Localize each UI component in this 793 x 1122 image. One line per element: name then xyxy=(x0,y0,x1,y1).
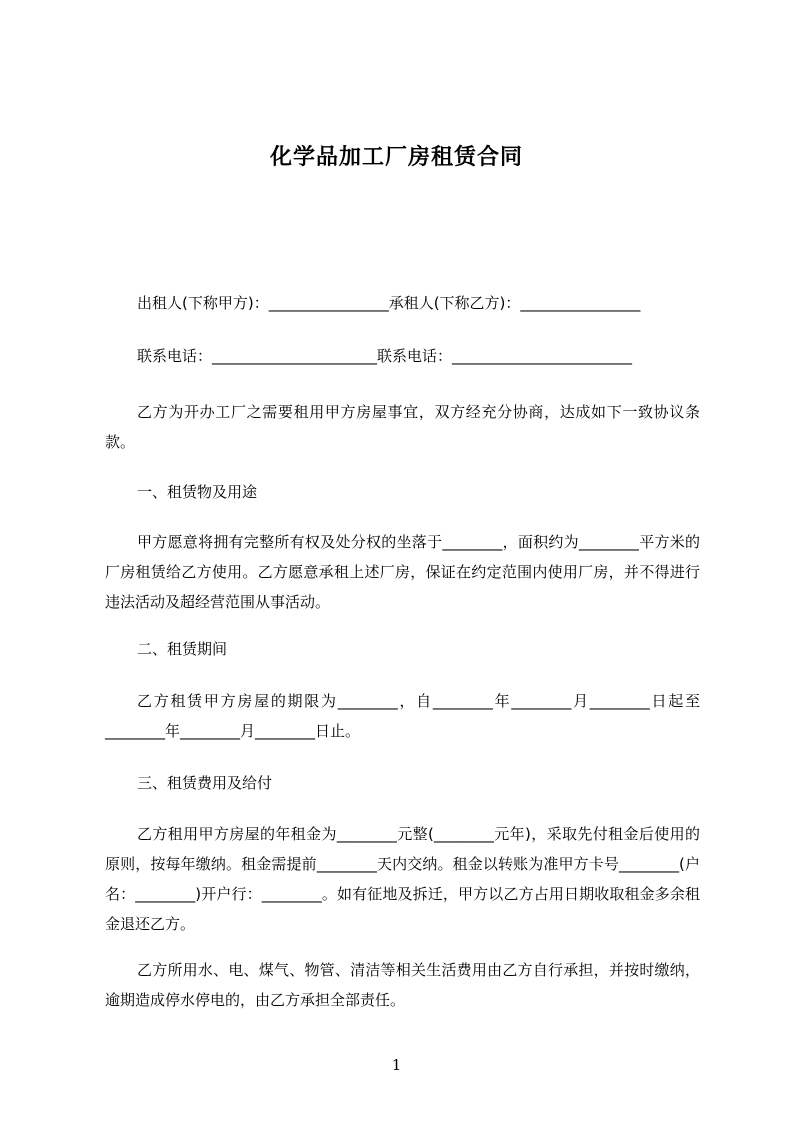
lessor-lessee-line: 出租人(下称甲方)：________________承租人(下称乙方)：________________ xyxy=(137,294,641,312)
section-heading-2: 二、租赁期间 xyxy=(137,640,228,658)
contact-phone-line: 联系电话：______________________联系电话：________________________ xyxy=(137,347,633,365)
page-number: 1 xyxy=(391,1056,402,1074)
intro-paragraph: 乙方为开办工厂之需要租用甲方房屋事宜，双方经充分协商，达成如下一致协议条款。 xyxy=(105,403,700,451)
section-2-paragraph: 乙方租赁甲方房屋的期限为________，自________年________月________日起至________年________月________日止。 xyxy=(105,692,700,740)
section-heading-3: 三、租赁费用及给付 xyxy=(137,774,273,792)
section-1-paragraph: 甲方愿意将拥有完整所有权及处分权的坐落于________，面积约为________平方米的厂房租赁给乙方使用。乙方愿意承租上述厂房，保证在约定范围内使用厂房，并不得进行违法活动及超经营范围从事活动。 xyxy=(105,533,700,611)
section-3-paragraph-1: 乙方租用甲方房屋的年租金为________元整(________元年)，采取先付租金后使用的原则，按每年缴纳。租金需提前________天内交纳。租金以转账为准甲方卡号________(户名：________)开户行：________。如有征地及拆迁，甲方以乙方占用日期收取租金多余租金退还乙方。 xyxy=(105,825,700,933)
section-heading-1: 一、租赁物及用途 xyxy=(137,483,258,501)
section-3-paragraph-2: 乙方所用水、电、煤气、物管、清洁等相关生活费用由乙方自行承担，并按时缴纳，逾期造成停水停电的，由乙方承担全部责任。 xyxy=(105,961,700,1009)
document-title: 化学品加工厂房租赁合同 xyxy=(269,145,523,170)
